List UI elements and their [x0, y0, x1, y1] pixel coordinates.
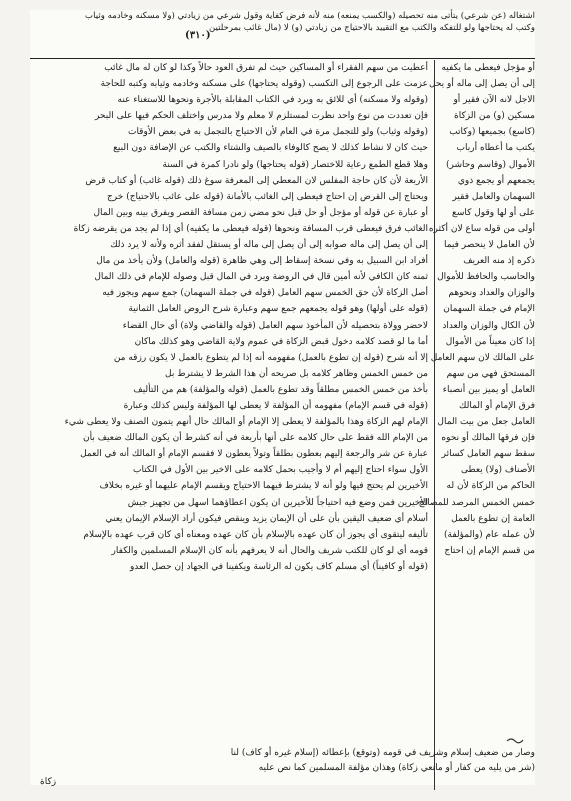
page-header [30, 10, 535, 59]
margin-line: والحاسب والحافظ للأموال [437, 272, 535, 283]
main-line: أصل الزكاة لأن حق الخمس سهم العامل (قوله في جملة السهمان) جمع سهم ويجوز فيه [102, 288, 428, 299]
main-line: قومه أي لو كان للكتب شريف والحال أنه لا يعرفهم بأنه كان الإسلام المسلمين والكفار [111, 545, 428, 556]
margin-line: العامل أو يميز بين أنصباء [442, 384, 535, 395]
main-text-column [30, 60, 428, 745]
footer-text [30, 746, 535, 776]
main-line: ويحتاج إلى القرض إن احتاج فيعطى إلى الغائب بالأمانة (قوله على عائب بالاحتياج) خرج [107, 191, 428, 202]
column-divider [434, 60, 435, 790]
main-line: أعطيت من سهم الفقراء أو المساكين حيث لم تفرق العود حالاً وكذا لو كان له مال غائب [104, 63, 428, 73]
margin-line: خمس الخمس المرصد للمصالح [418, 497, 535, 508]
margin-line: سقط سهم العامل كسائر [441, 449, 535, 460]
main-line: تأليفه ليتقوى أي يجوز أن كان عهده بالإسلام بأن كان عهده ومعناه أي كان قرب عهده بالإسلام [83, 529, 428, 540]
margin-line: (كاسع) بجميعها (وكاتب [449, 127, 535, 138]
main-line: إلى أن يصل إلى ماله صوابه إلى أن يصل إلى ماله أو يستقل لفقد أثره ولأنه لا يرد ذلك [110, 240, 428, 251]
ink-mark-icon [505, 735, 525, 745]
margin-line: الحاكم من الزكاة لأن له [446, 481, 535, 492]
main-line: أفراد ابن السبيل به وفي نسخة إسقاط إلى وهي ظاهرة (قوله والعامل) ولأن يأخذ من مال [96, 256, 428, 267]
main-line: الأربعة لأن كان حاجة المفلس لان المعطي إلى المعرفة سوغ ذلك (قوله غائب) أو كتاب قرض [85, 175, 428, 186]
main-line: (وقوله وثياب) ولو للتجمل مرة في العام لأن الاحتياج بالتجمل به في بعض الأوقات [127, 127, 428, 138]
margin-line: الأموال (وقاسم وحاشر) [446, 159, 535, 170]
main-line: فإن تعددت من نوع واحد نظرت لمستلزم لا معلم ولا مدرس واختلف الحكم فيها على البحر [94, 111, 428, 122]
main-line: عزمت على الرجوع إلى التكسب (وقوله يحتاجها) على مسكنه وخادمه وثيابه وكتبه للحاجة [100, 79, 428, 90]
margin-line: والوزان والعداد ونحوهم [448, 288, 535, 299]
main-line: بأخذ من خمس الخمس مطلقاً وقد تطوع بالعمل (قوله والمؤلفة) هم من التأليف [133, 384, 428, 395]
catchword: زكاة [40, 777, 57, 787]
margin-line: الأصناف (ولا) يعطى [460, 465, 535, 476]
margin-line: مسكين (و) من الزكاة [454, 111, 535, 122]
main-line: وهلا قطع الطمع رعاية للاختصار (قوله يحتاجها) ولو نادرا كمرة في السنة [162, 159, 428, 170]
margin-line: الاجل لانه الآن فقير أو [453, 95, 535, 106]
margin-line: على المالك لان سهم العامل [430, 352, 535, 363]
margin-line: لأن عمله عام (والمؤلفة) [444, 529, 535, 540]
margin-line: من قسم الإمام إن احتاج [444, 545, 535, 556]
margin-line: العامل جعل من بيت المال [437, 417, 535, 428]
main-line: من الإمام الله فقط على حال كلامه على أنها بأربعة في أنه كشرط أن يكون المالك ضعيف بأن [83, 433, 428, 444]
margin-line: يجمعهم أو يجمع ذوي [457, 175, 535, 186]
margin-line: أولى من قوله ساع لان أكثره [428, 223, 535, 234]
margin-line: أو مؤجل فيعطى ما يكفيه [441, 63, 535, 73]
main-line: أسلام أي ضعيف اليقين بأن على أن الإيمان يزيد وينقص فيكون أراد الإسلام الإيمان يعني [105, 513, 428, 524]
main-line: الأول سواء احتاج إليهم أم لا وأجيب بحمل كلامه على الاخير بين الأول في الكتاب [133, 465, 428, 476]
main-line: عبارة عن شر والرجعة إليهم بعطون بطلقاً وتولاً يعطون لا فقسم الإمام أو المالك أنه في العمل [80, 449, 428, 460]
header-line-2: وكتب له يحتاجها ولو للتفكه والكتب مع التقييد بالاحتياج من زيادتي (و) لا (مال غائب بمرحلتين [208, 23, 535, 33]
footer-line: (شر من يليه من كفار أو مانعي زكاة) وهذان مؤلفة المسلمين كما نص عليه [258, 763, 535, 773]
margin-line: فإن فرقها المالك أو نحوه [441, 433, 535, 444]
margin-line: يكتب ما أعطاه أرباب [456, 143, 535, 154]
margin-line: السهمان والعامل فقير [452, 191, 535, 202]
main-line: (قوله أو كافيناً) أي مسلم كاف يكون له الرئاسة ويكفينا في الجهاد إن حصل العدو [129, 561, 428, 572]
page-number: (٣١٠) [185, 30, 211, 41]
footer-line: وصار من ضعيف إسلام وشريف في قومه (وتوقع) بإعطائه (إسلام غيره أو كاف) لنا [230, 748, 535, 758]
book-page [30, 10, 535, 785]
main-line: الإمام لهم الزكاة وهذا بالمؤلفة لا يعطى إلا الإمام أو المالك حال أنهم يتمون الصنف ولا يعطى شيء [64, 417, 428, 428]
main-line: (قوله في قسم الإمام) مفهومه أن المؤلفة لا يعطى لها المؤلفة وليس كذلك وعبارة [123, 400, 428, 411]
main-line: أو عبارة عن قوله أو مؤجل أو حل قبل نحو مضي زمن مسافة القصر ويفرق بينه وبين المال [93, 207, 428, 218]
main-line: (وقوله ولا مسكنه) أي للائق به ويرد في الكتاب المقابلة بالأجرة ونحوها للاستغناء عنه [117, 95, 428, 106]
margin-line: على أو لها وقول كاسع [452, 207, 535, 218]
margin-line: ذكره إذ منه العريف [463, 256, 535, 267]
main-line: حيث كان لا نشاط كذلك لا يصح كالوفاء بالصيف والشتاء والكتب عن الإضافة دون البيع [113, 143, 428, 154]
header-line-1: اشتغاله (عن شرعي) يتأتى منه تحصيله (والكسب يمنعه) منه لأنه فرض كفاية وقول شرعي من زيادتي (ولا مسكنه وخادمه وثياب [85, 11, 535, 21]
main-line: أما ما لو قصد كلامه دخول قبض الزكاة في عموم ولاية القاضي وهو كذلك ماكان [134, 336, 428, 347]
margin-line: العامة إن تطوع بالعمل [451, 513, 535, 524]
main-line: من خمس الخمس وظاهر كلامه بل صريحه أن هذا الشرط لا يشترط بل [165, 368, 428, 379]
main-line: الغائب فرق فيعطى قرب المسافة ونحوها (قوله فيعطى ما يكفيه) أي إذا لم يجد من يقرضه زكاة [73, 223, 428, 234]
main-line: لاحضر وولاة بتحصيله لأن المأخوذ سهم العامل (قوله والقاضي ولاة) أي حال القضاء [122, 320, 428, 331]
margin-commentary-column [418, 60, 535, 787]
margin-line: المستحق فهي من سهم [446, 368, 535, 379]
margin-line: إلى أن يصل إلى ماله أو يحل [429, 79, 535, 90]
main-line: الأخيرين فمن وضع فيه احتياجاً للأخيرين ان يكون اعطاؤهما اسهل من تجهيز جيش [127, 497, 428, 508]
margin-line: إذا كان معيناً من الأموال [445, 336, 535, 347]
main-line: (قوله على أولها) وهو قوله يجمعهم جمع سهم وعبارة شرح الروض العامل الثمانية [128, 304, 428, 315]
main-line: الأخيرين لم يحتج فيها ولو أنه لا يشترط فيهما الاحتياج ويقسم الإمام عليهما أو غيره بخلاف [99, 481, 428, 492]
margin-line: فرق الإمام أو المالك [459, 400, 535, 411]
margin-line: الإمام في جملة السهمان [443, 304, 535, 315]
main-line: ثمنه كان الكافي لأنه أمين قال في الروضة ويرد في المال قبل وصوله للإمام في ذلك المال [94, 272, 428, 283]
margin-line: لأن العامل لا ينحصر فيما [443, 240, 535, 251]
main-line: إلا أنه شرح (قوله إن تطوع بالعمل) مفهومه أنه إذا لم يتطوع بالعمل لا يكون رزقه من [113, 352, 428, 363]
margin-line: لأن الكال والوزان والعداد [442, 320, 535, 331]
